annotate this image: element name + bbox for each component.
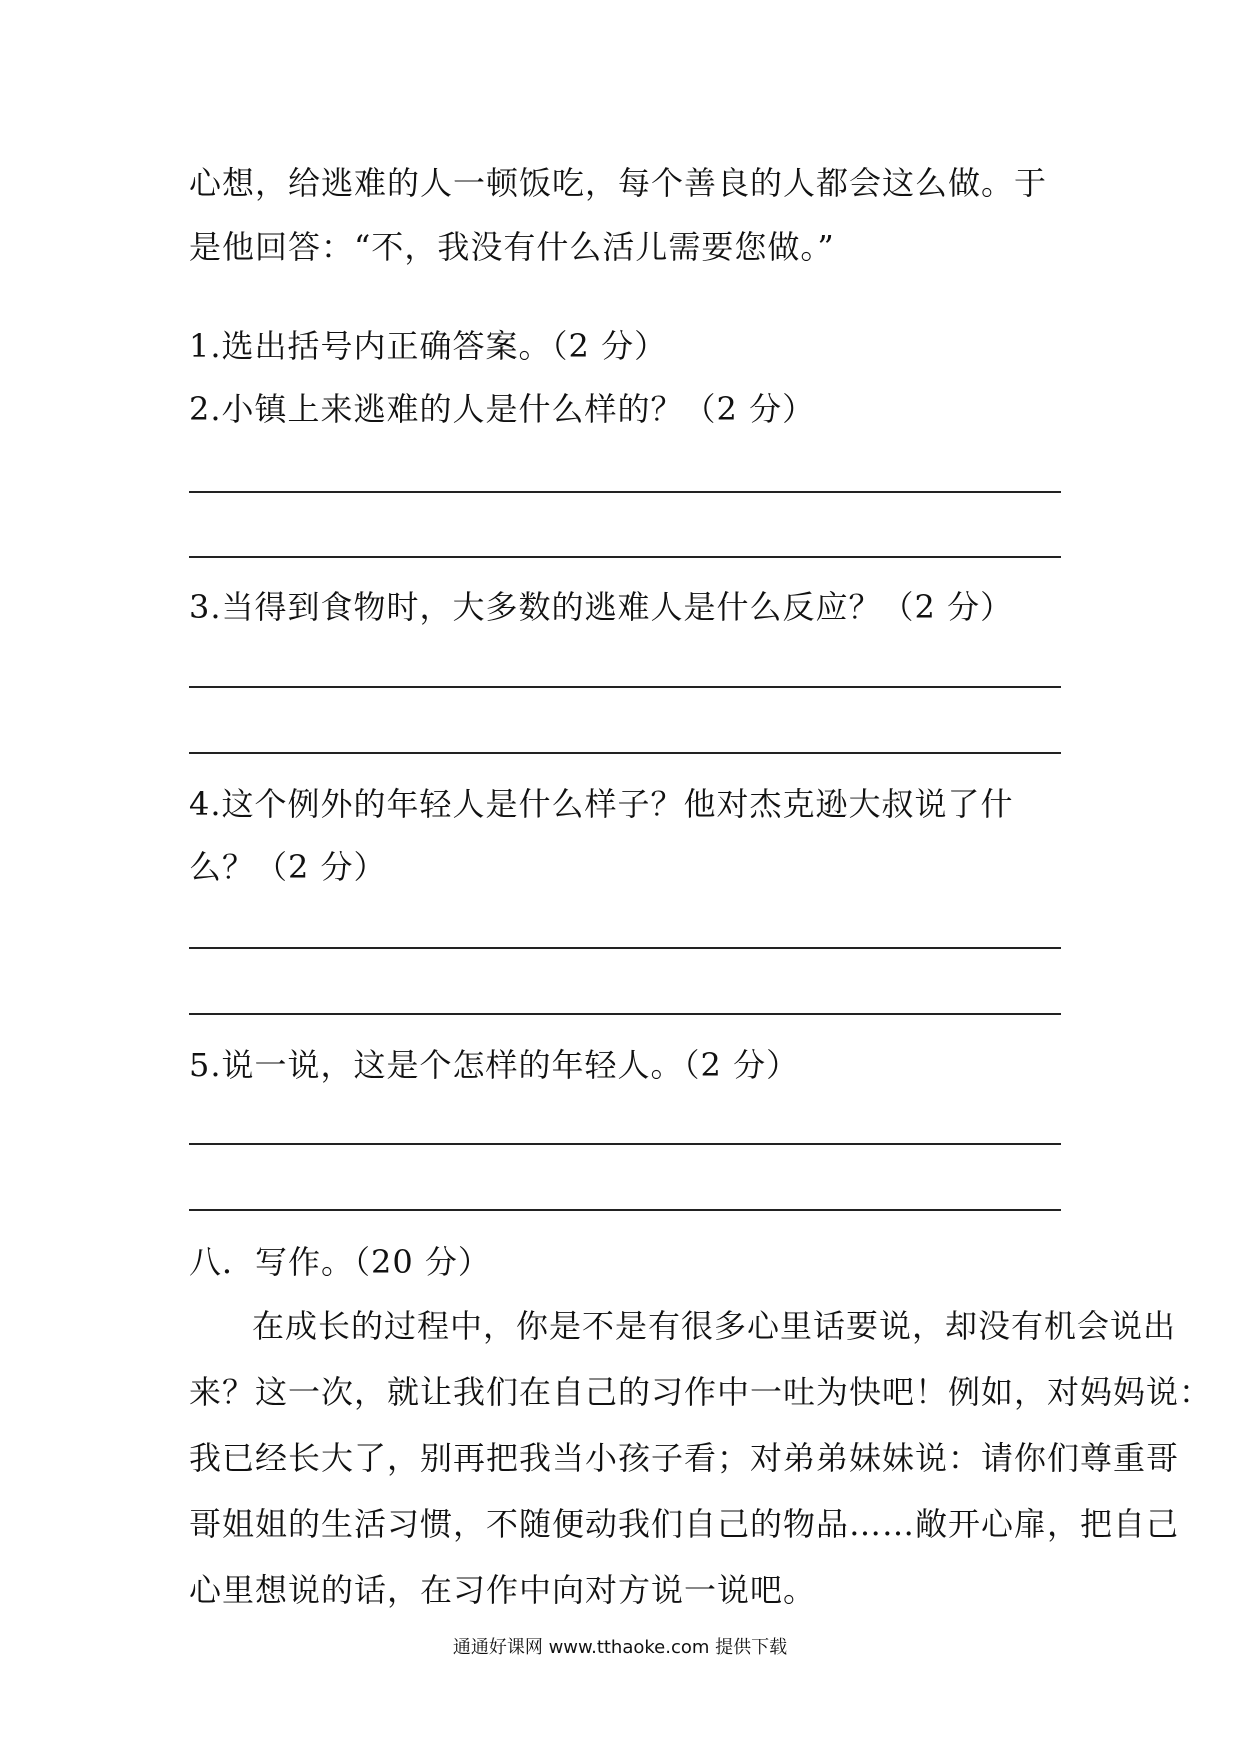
answer-line-q3-2[interactable] — [189, 752, 1061, 754]
question-4-line-1: 4.这个例外的年轻人是什么样子？他对杰克逊大叔说了什 — [189, 785, 1014, 823]
passage-line-1: 心想，给逃难的人一顿饭吃，每个善良的人都会这么做。于 — [189, 164, 1048, 202]
answer-line-q2-2[interactable] — [189, 556, 1061, 558]
writing-prompt-line: 哥姐姐的生活习惯，不随便动我们自己的物品……敞开心扉，把自己 — [189, 1505, 1180, 1543]
passage-line-2: 是他回答：“不，我没有什么活儿需要您做。” — [189, 228, 835, 266]
question-5: 5.说一说，这是个怎样的年轻人。（2 分） — [189, 1046, 800, 1084]
question-3: 3.当得到食物时，大多数的逃难人是什么反应？（2 分） — [189, 588, 1014, 626]
question-4-line-2: 么？（2 分） — [189, 848, 387, 886]
question-1: 1.选出括号内正确答案。（2 分） — [189, 327, 668, 365]
answer-line-q4-1[interactable] — [189, 947, 1061, 949]
answer-line-q5-2[interactable] — [189, 1209, 1061, 1211]
writing-prompt-line: 我已经长大了，别再把我当小孩子看；对弟弟妹妹说：请你们尊重哥 — [189, 1439, 1180, 1477]
writing-prompt-line: 来？这一次，就让我们在自己的习作中一吐为快吧！例如，对妈妈说： — [189, 1373, 1213, 1411]
answer-line-q4-2[interactable] — [189, 1013, 1061, 1015]
answer-line-q2-1[interactable] — [189, 491, 1061, 493]
answer-line-q5-1[interactable] — [189, 1143, 1061, 1145]
download-footer: 通通好课网 www.tthaoke.com 提供下载 — [452, 1637, 788, 1658]
answer-line-q3-1[interactable] — [189, 686, 1061, 688]
question-2: 2.小镇上来逃难的人是什么样的？（2 分） — [189, 390, 816, 428]
writing-prompt-line: 在成长的过程中，你是不是有很多心里话要说，却没有机会说出 — [252, 1307, 1177, 1345]
writing-prompt-line: 心里想说的话，在习作中向对方说一说吧。 — [189, 1571, 817, 1609]
writing-heading: 八．写作。（20 分） — [189, 1243, 491, 1281]
